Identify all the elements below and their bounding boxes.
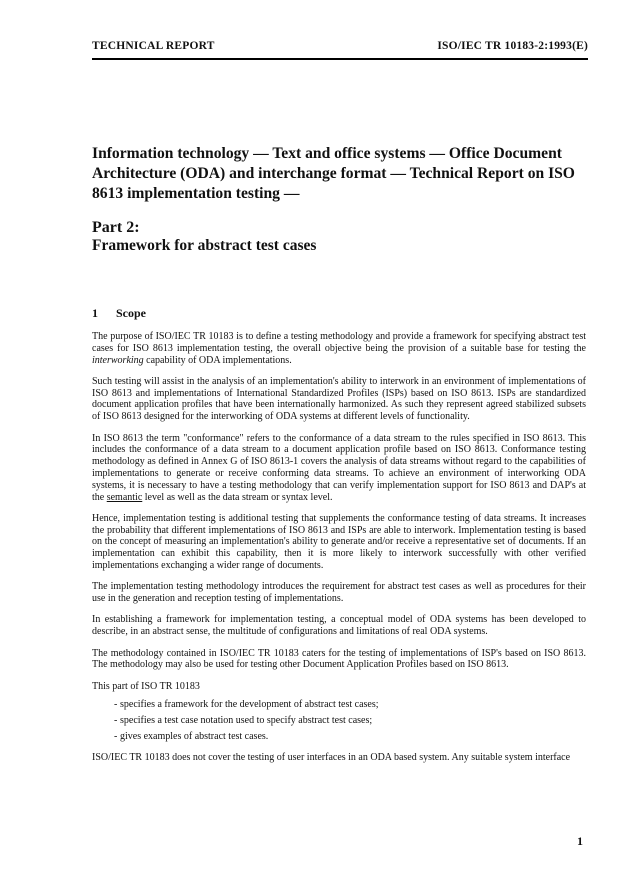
paragraph-text: In ISO 8613 the term "conformance" refers to the conformance of a data stream to the rules specified in ISO 8613. This includes the conformance of a data stream to a document application profile based on ISO 8613. Conformance testing methodology as defined in Annex G of ISO 8613-1 covers the analysis of data streams without regard to the capabilities of implementations to generate or receive conforming data streams. To achieve an environment of interworking ODA systems, it is necessary to have a testing methodology that can verify implementation support for ISO 8613 and DAP's at the [92, 432, 586, 503]
list-item [92, 699, 586, 711]
list-dash: - [114, 699, 118, 711]
paragraph-user-interfaces: ISO/IEC TR 10183 does not cover the testing of user interfaces in an ODA based system. Any suitable system interface [92, 751, 571, 763]
header-document-number: ISO/IEC TR 10183-2:1993(E) [437, 40, 588, 52]
list-item-text: gives examples of abstract test cases. [120, 731, 269, 743]
page-number: 1 [577, 834, 583, 848]
paragraph-text: level as well as the data stream or syntax level. [142, 491, 333, 503]
running-header [92, 38, 588, 60]
list-item [92, 715, 586, 727]
section-title: Scope [116, 306, 146, 320]
scope-list [92, 699, 586, 742]
paragraph-testing: Such testing will assist in the analysis of an implementation's ability to interwork in an environment of implementations of ISO 8613 and implementations of International Standardized Profiles (ISPs) based on ISO 8613. ISPs are standardized document application profiles that have been internationally harmonized. As such they represent agreed stabilized subsets of ISO 8613 designed for the interworking of ODA systems at different levels of functionality. [92, 375, 586, 423]
section-body [92, 331, 586, 773]
paragraph-text: The purpose of ISO/IEC TR 10183 is to define a testing methodology and provide a framework for specifying abstract test cases for ISO 8613 implementation testing, the overall objective being the provision of a suitable base for testing the [92, 331, 586, 354]
list-item-text: specifies a test case notation used to specify abstract test cases; [120, 715, 373, 727]
section-heading [92, 306, 146, 321]
list-item [92, 731, 586, 743]
underlined-text: semantic [106, 491, 143, 503]
paragraph-framework: In establishing a framework for implementation testing, a conceptual model of ODA systems has been developed to describe, in an abstract sense, the multitude of configurations and limitations of real ODA systems. [92, 614, 586, 638]
header-report-type: TECHNICAL REPORT [92, 40, 215, 52]
paragraph-text: capability of ODA implementations. [143, 354, 292, 366]
paragraph-isp: The methodology contained in ISO/IEC TR 10183 caters for the testing of implementations of ISP's based on ISO 8613. The methodology may also be used for testing other Document Application Profiles based on ISO 8613. [92, 647, 586, 671]
paragraph-purpose [92, 331, 586, 366]
paragraph-methodology: The implementation testing methodology introduces the requirement for abstract test cases as well as procedures for their use in the generation and reception testing of implementations. [92, 581, 586, 605]
paragraph-implementation: Hence, implementation testing is additional testing that supplements the conformance testing of data streams. It increases the probability that different implementations of ISO 8613 and ISPs are able to interwork. Implementation testing is based on the concept of measuring an implementation's ability to generate and/or receive a representative set of documents. If an implementation can exhibit this capability, then it is more likely to interwork successfully with other verified implementations exchanging a wider range of documents. [92, 512, 586, 572]
paragraph-conformance [92, 433, 586, 504]
list-dash: - [114, 715, 118, 727]
emphasis-text: interworking [92, 354, 144, 366]
part-subtitle: Framework for abstract test cases [92, 237, 317, 254]
section-number: 1 [92, 306, 98, 320]
part-label: Part 2: [92, 219, 140, 236]
document-title: Information technology — Text and office systems — Office Document Architecture (ODA) and interchange format — Technical Report on ISO 8613 implementation testing — [92, 145, 575, 202]
list-item-text: specifies a framework for the development of abstract test cases; [120, 699, 379, 711]
list-dash: - [114, 731, 118, 743]
paragraph-list-intro: This part of ISO TR 10183 [92, 680, 200, 692]
